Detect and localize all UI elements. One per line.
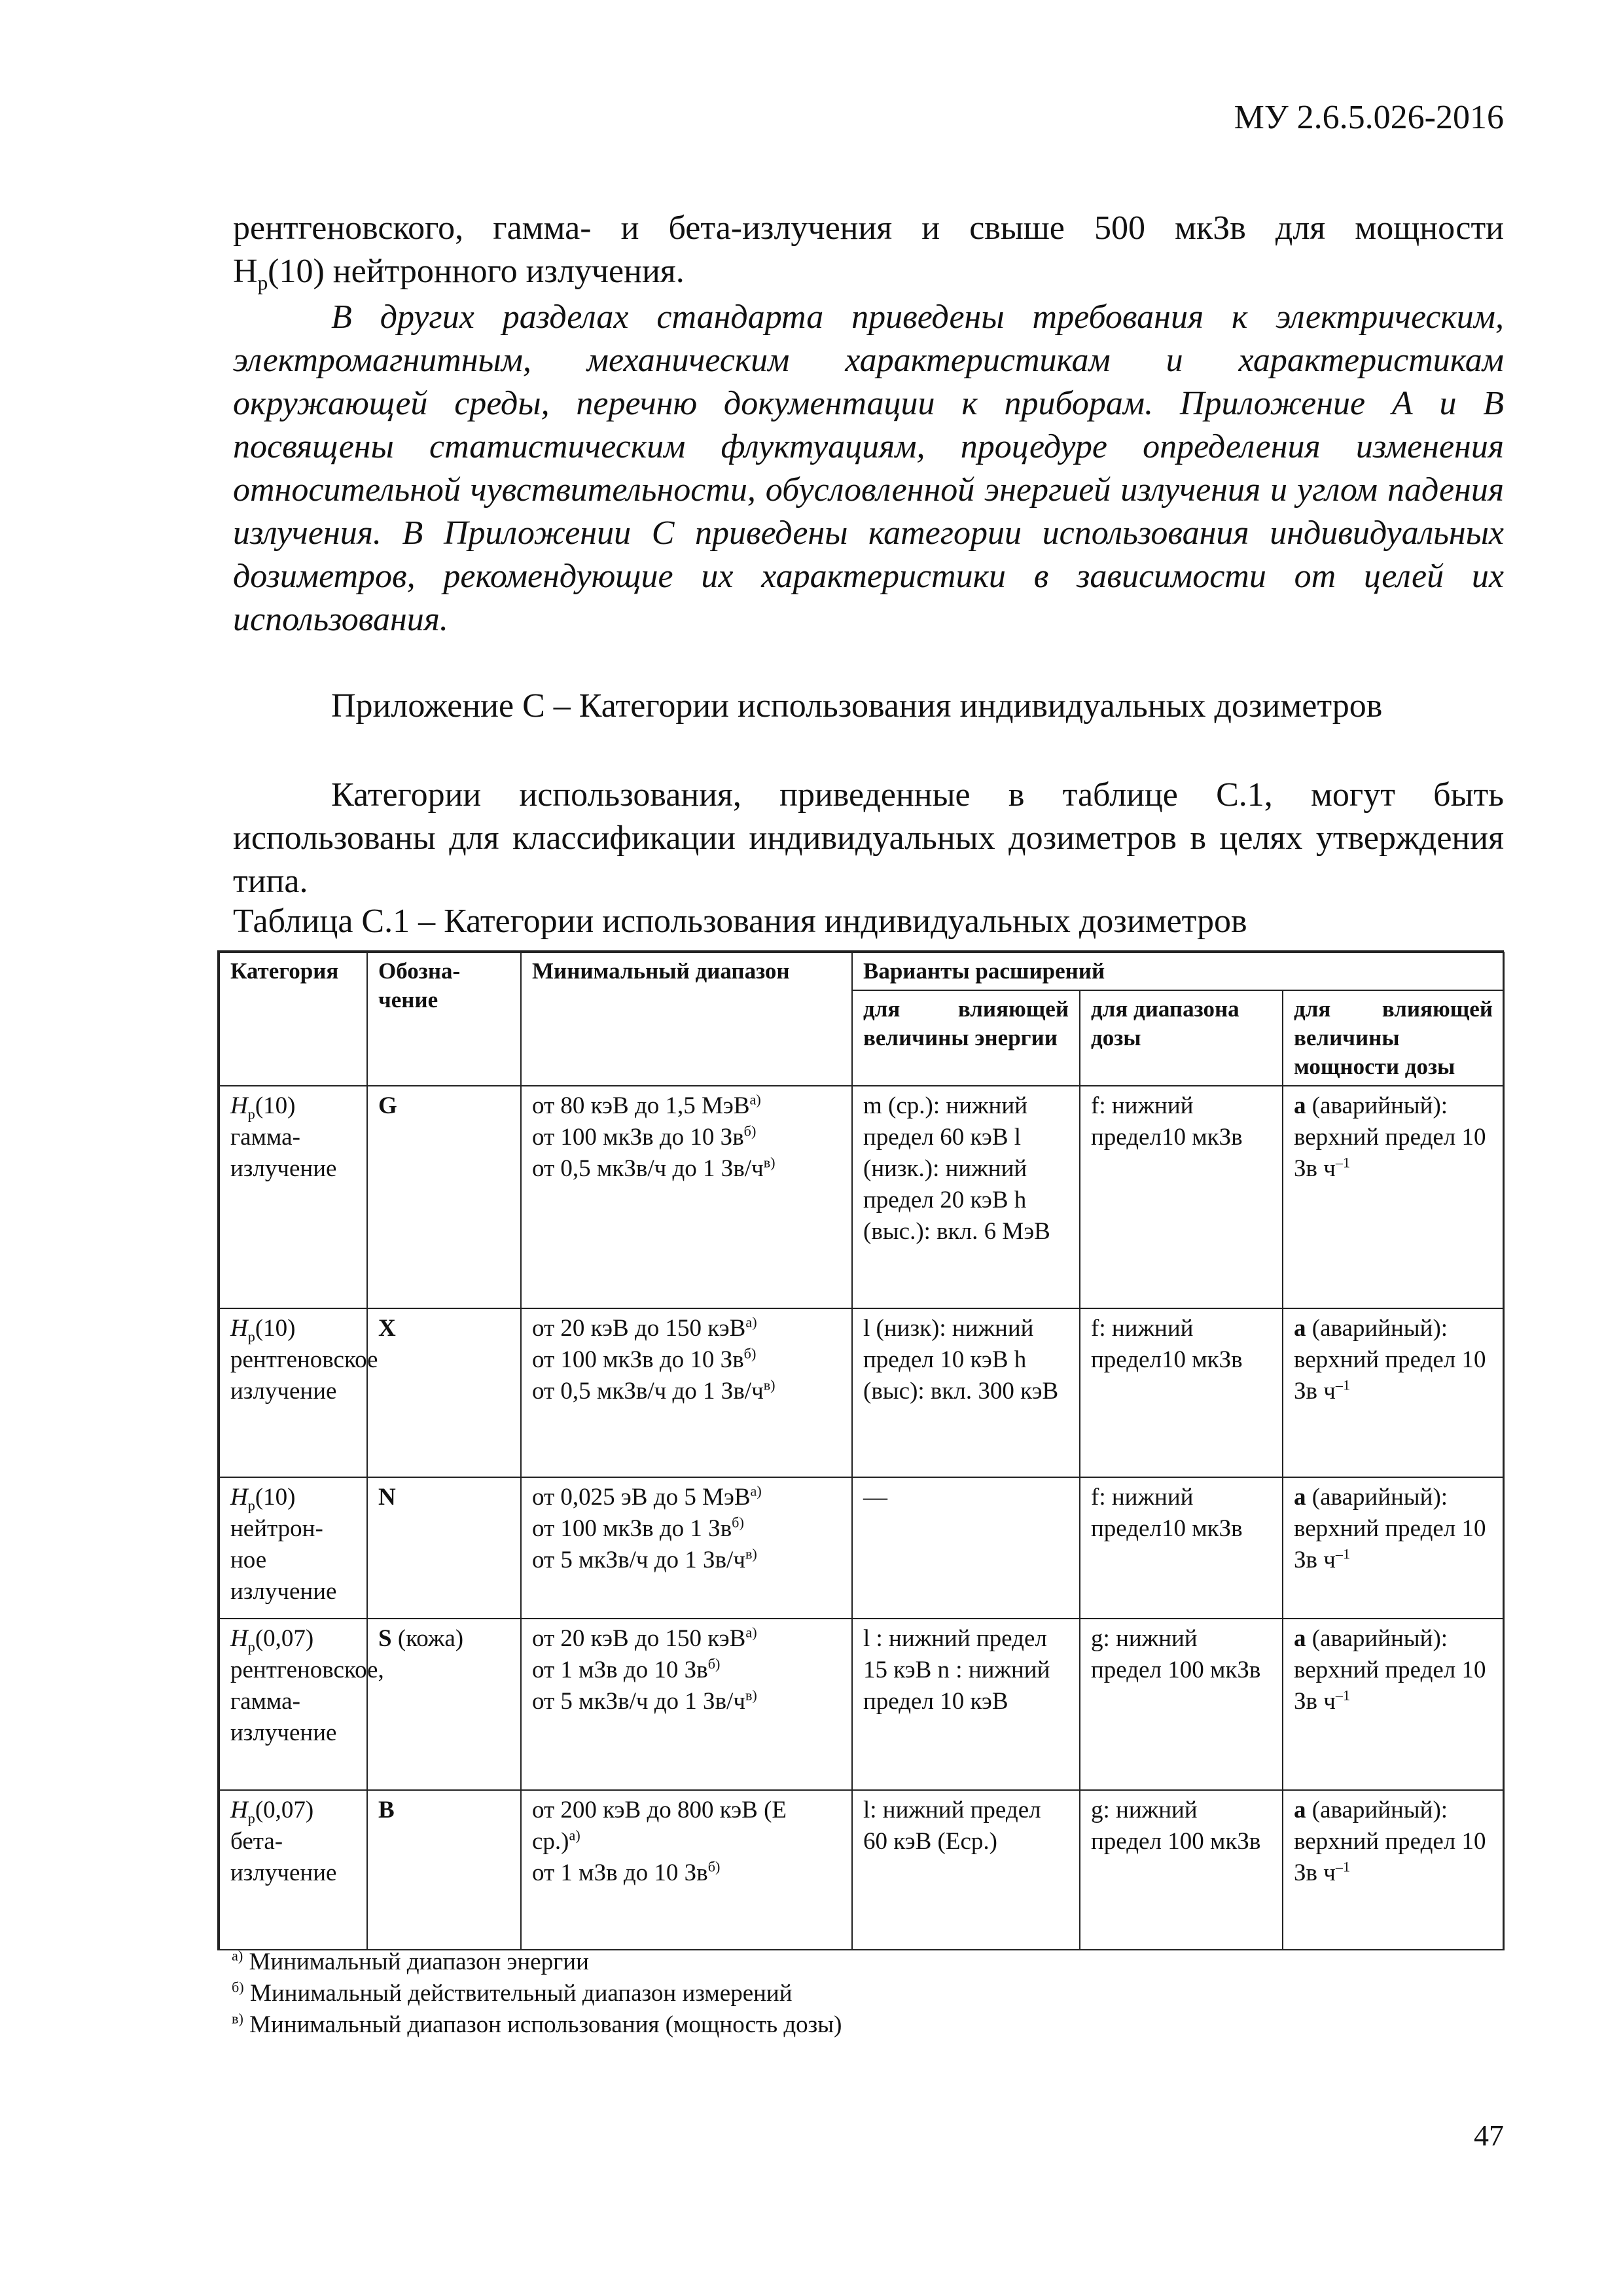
footnote-mark: а): [745, 1624, 757, 1641]
range-rate: [532, 1545, 841, 1576]
page-number: 47: [1474, 2119, 1504, 2152]
category-text: (0,07) бета-излучение: [230, 1797, 337, 1886]
intro-line-2: [233, 253, 685, 295]
energy-variant-cell: l: нижний предел 60 кэВ (Еср.): [852, 1790, 1080, 1950]
rate-variant-exponent: –1: [1335, 1154, 1351, 1171]
category-subscript: p: [247, 1328, 255, 1345]
header-influence-rate-rest: величины мощности дозы: [1294, 1025, 1455, 1079]
range-energy-text: от 20 кэВ до 150 кэВ: [532, 1315, 746, 1342]
range-rate-text: от 0,5 мкЗв/ч до 1 Зв/ч: [532, 1378, 764, 1405]
table-row: [219, 1308, 1504, 1477]
designation-note: (кожа): [397, 1625, 464, 1652]
footnote-mark: в): [232, 2010, 243, 2027]
footnote-mark: а): [749, 1091, 761, 1108]
category-symbol: H: [230, 1315, 248, 1342]
designation-code: N: [378, 1484, 396, 1511]
footnote-mark: б): [743, 1345, 757, 1362]
range-dose-text: от 1 мЗв до 10 Зв: [532, 1657, 708, 1683]
range-energy: [532, 1795, 841, 1857]
rate-variant-text: (аварийный): верхний предел 10 Зв ч: [1294, 1797, 1486, 1886]
range-energy: [532, 1090, 841, 1122]
rate-variant-exponent: –1: [1335, 1376, 1351, 1393]
rate-variant-exponent: –1: [1335, 1545, 1351, 1562]
rate-variant-cell: [1283, 1308, 1504, 1477]
footnote-mark: а): [569, 1827, 580, 1844]
range-rate-text: от 5 мкЗв/ч до 1 Зв/ч: [532, 1688, 745, 1715]
rate-variant-code: a: [1294, 1315, 1306, 1342]
designation-code: X: [378, 1315, 396, 1342]
header-category: Категория: [219, 952, 367, 1086]
header-variants: Варианты расширений: [852, 952, 1504, 990]
footnote-text: Минимальный действительный диапазон измерений: [249, 1980, 793, 2007]
range-dose-text: от 100 мкЗв до 10 Зв: [532, 1124, 744, 1151]
range-dose-text: от 1 мЗв до 10 Зв: [532, 1859, 708, 1886]
category-symbol: H: [230, 1625, 248, 1652]
category-cell: [219, 1790, 367, 1950]
range-rate: [532, 1153, 841, 1185]
energy-variant-cell: —: [852, 1477, 1080, 1619]
rate-variant-code: a: [1294, 1797, 1306, 1823]
footnote-mark: б): [732, 1514, 744, 1531]
category-text: (10) гамма-излучение: [230, 1092, 337, 1182]
rate-variant-text: (аварийный): верхний предел 10 Зв ч: [1294, 1092, 1486, 1182]
intro-line-1: рентгеновского, гамма- и бета-излучения и свыше 500 мкЗв для мощности: [233, 209, 1504, 247]
category-text: (0,07) рентгеновское, гамма-излучение: [230, 1625, 384, 1746]
header-influence-rate: [1283, 990, 1504, 1086]
category-cell: [219, 1086, 367, 1308]
table-caption: Таблица С.1 – Категории использования индивидуальных дозиметров: [233, 903, 1247, 940]
range-cell: [521, 1086, 852, 1308]
energy-variant-cell: l : нижний предел 15 кэВ n : нижний предел 10 кэВ: [852, 1619, 1080, 1790]
designation-cell: [367, 1086, 521, 1308]
appendix-title: Приложение С – Категории использования индивидуальных дозиметров: [331, 687, 1383, 725]
dose-variant-cell: f: нижний предел10 мкЗв: [1080, 1086, 1283, 1308]
dose-variant-cell: g: нижний предел 100 мкЗв: [1080, 1790, 1283, 1950]
footnote: [232, 1946, 842, 1978]
range-dose: [532, 1344, 841, 1376]
range-energy: [532, 1482, 841, 1513]
range-energy: [532, 1623, 841, 1655]
header-influence-energy: [852, 990, 1080, 1086]
designation-code: G: [378, 1092, 397, 1119]
table-frame: [217, 950, 1504, 2038]
rate-variant-exponent: –1: [1335, 1687, 1351, 1704]
header-designation: Обозна-чение: [367, 952, 521, 1086]
footnote: [232, 2009, 842, 2041]
footnote-mark: б): [707, 1858, 721, 1875]
category-subscript: p: [247, 1497, 255, 1514]
range-cell: [521, 1619, 852, 1790]
footnote-mark: а): [745, 1314, 757, 1331]
category-subscript: p: [247, 1105, 255, 1122]
table-header-row: [219, 952, 1504, 990]
rate-variant-exponent: –1: [1335, 1858, 1351, 1875]
table-row: [219, 1086, 1504, 1308]
rate-variant-code: a: [1294, 1484, 1306, 1511]
category-cell: [219, 1308, 378, 1477]
designation-cell: [367, 1790, 521, 1950]
range-dose-text: от 100 мкЗв до 10 Зв: [532, 1346, 744, 1373]
footnote-text: Минимальный диапазон использования (мощность дозы): [249, 2011, 842, 2038]
table-footnotes: [232, 1946, 842, 2041]
footnote-text: Минимальный диапазон энергии: [249, 1948, 589, 1975]
rate-variant-cell: [1283, 1086, 1504, 1308]
quantity-subscript: p: [257, 271, 268, 295]
designation-code: S: [378, 1625, 392, 1652]
intro-paragraph: [233, 207, 1504, 293]
rate-variant-cell: [1283, 1477, 1504, 1619]
footnote: [232, 1978, 842, 2009]
energy-variant-cell: m (ср.): нижний предел 60 кэВ l (низк.): нижний предел 20 кэВ h (выс.): вкл. 6 МэВ: [852, 1086, 1080, 1308]
footnote-mark: в): [745, 1545, 757, 1562]
category-symbol: H: [230, 1092, 248, 1119]
footnote-mark: б): [232, 1979, 244, 1996]
range-dose: [532, 1655, 841, 1686]
category-subscript: p: [247, 1810, 255, 1827]
document-code: МУ 2.6.5.026-2016: [1234, 99, 1504, 136]
table-row: [219, 1790, 1504, 1950]
range-dose: [532, 1513, 841, 1545]
range-cell: [521, 1308, 852, 1477]
rate-variant-code: a: [1294, 1092, 1306, 1119]
standard-sections-paragraph: В других разделах стандарта приведены требования к электрическим, электромагнитным, механическим характеристикам и характеристикам окружающей среды, перечню документации к приборам. Приложение А и В посвящены статистическим флуктуациям, процедуре определения изменения относительной чувствительности, обусловленной энергией излучения и углом падения излучения. В Приложении С приведены категории использования индивидуальных дозиметров, рекомендующие их характеристики в зависимости от целей их использования.: [233, 298, 1504, 638]
header-influence-rate-first: для влияющей: [1294, 996, 1493, 1022]
header-dose-range: для диапазона дозы: [1080, 990, 1283, 1086]
header-influence-energy-first: для влияющей: [863, 996, 1069, 1022]
category-cell: [219, 1619, 384, 1790]
footnote-mark: б): [707, 1655, 721, 1672]
category-text: (10) рентгеновское излучение: [230, 1315, 378, 1405]
rate-variant-code: a: [1294, 1625, 1306, 1652]
range-rate: [532, 1376, 841, 1407]
category-text: (10) нейтрон-ное излучение: [230, 1484, 337, 1605]
designation-cell: [367, 1619, 521, 1790]
categories-paragraph: Категории использования, приведенные в таблице С.1, могут быть использованы для классификации индивидуальных дозиметров в целях утверждения типа.: [233, 776, 1504, 900]
rate-variant-text: (аварийный): верхний предел 10 Зв ч: [1294, 1625, 1486, 1715]
rate-variant-cell: [1283, 1790, 1504, 1950]
footnote-mark: в): [745, 1687, 757, 1704]
range-dose: [532, 1122, 841, 1153]
footnote-mark: а): [750, 1482, 762, 1499]
table-row: [219, 1477, 1504, 1619]
dosimeter-categories-table: [219, 952, 1505, 1950]
rate-variant-text: (аварийный): верхний предел 10 Зв ч: [1294, 1484, 1486, 1573]
range-cell: [521, 1477, 852, 1619]
range-rate-text: от 0,5 мкЗв/ч до 1 Зв/ч: [532, 1155, 764, 1182]
rate-variant-text: (аварийный): верхний предел 10 Зв ч: [1294, 1315, 1486, 1405]
designation-code: B: [378, 1797, 395, 1823]
range-rate-text: от 5 мкЗв/ч до 1 Зв/ч: [532, 1547, 745, 1573]
range-energy-text: от 200 кэВ до 800 кэВ (E ср.): [532, 1797, 787, 1855]
range-rate: [532, 1686, 841, 1717]
category-symbol: H: [230, 1484, 248, 1511]
header-min-range: Минимальный диапазон: [521, 952, 852, 1086]
footnote-mark: а): [232, 1947, 243, 1964]
range-dose: [532, 1857, 841, 1889]
range-energy-text: от 0,025 эВ до 5 МэВ: [532, 1484, 751, 1511]
category-symbol: H: [230, 1797, 248, 1823]
quantity-symbol: H: [233, 253, 258, 290]
dose-variant-cell: f: нижний предел10 мкЗв: [1080, 1308, 1283, 1477]
header-influence-energy-rest: величины энергии: [863, 1025, 1058, 1050]
energy-variant-cell: l (низк): нижний предел 10 кэВ h (выс): вкл. 300 кэВ: [852, 1308, 1080, 1477]
dose-variant-cell: f: нижний предел10 мкЗв: [1080, 1477, 1283, 1619]
footnote-mark: в): [763, 1376, 776, 1393]
range-cell: [521, 1790, 852, 1950]
designation-cell: [367, 1308, 521, 1477]
footnote-mark: б): [743, 1122, 757, 1139]
range-energy: [532, 1313, 841, 1344]
table-row: [219, 1619, 1504, 1790]
category-subscript: p: [247, 1638, 255, 1655]
intro-line-2-text: (10) нейтронного излучения.: [268, 253, 685, 290]
designation-cell: [367, 1477, 521, 1619]
range-energy-text: от 80 кэВ до 1,5 МэВ: [532, 1092, 750, 1119]
range-energy-text: от 20 кэВ до 150 кэВ: [532, 1625, 746, 1652]
footnote-mark: в): [763, 1154, 776, 1171]
category-cell: [219, 1477, 367, 1619]
dose-variant-cell: g: нижний предел 100 мкЗв: [1080, 1619, 1283, 1790]
range-dose-text: от 100 мкЗв до 1 Зв: [532, 1515, 732, 1542]
rate-variant-cell: [1283, 1619, 1504, 1790]
